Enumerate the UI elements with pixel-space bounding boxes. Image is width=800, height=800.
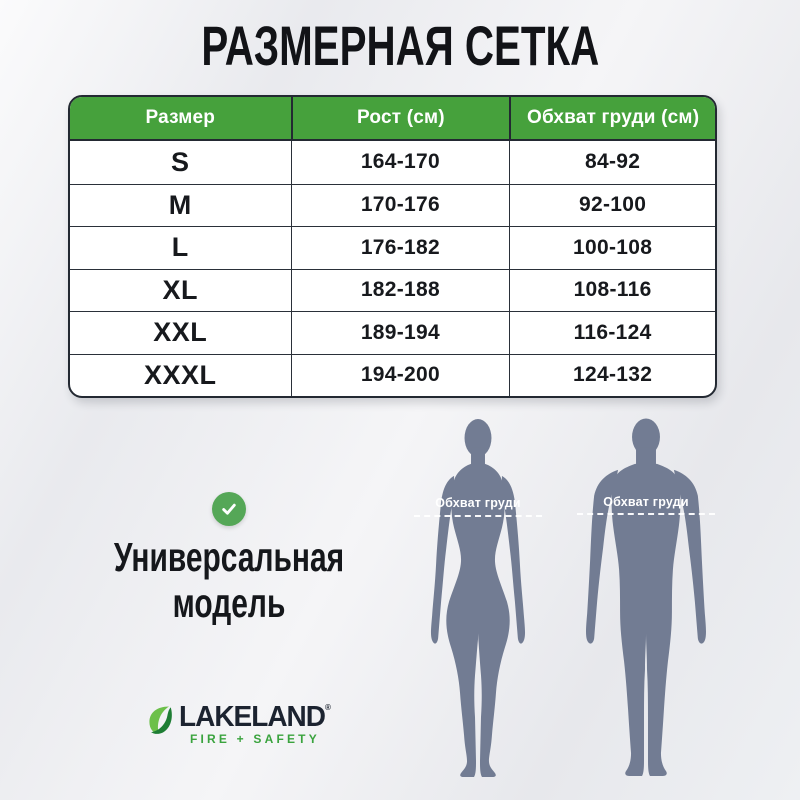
table-cell-size: XL — [162, 274, 199, 305]
table-header-height: Рост (см) — [291, 97, 510, 139]
table-cell-chest: 116-124 — [509, 312, 715, 354]
table-cell-height: 164-170 — [291, 141, 510, 184]
table-header-chest: Обхват груди (см) — [509, 97, 715, 139]
brand-name: LAKELAND — [179, 700, 325, 733]
size-table-header — [70, 97, 715, 141]
table-row — [70, 311, 715, 354]
table-cell-size: XXXL — [144, 359, 217, 390]
size-table — [68, 95, 717, 398]
logo-text — [179, 700, 331, 746]
table-cell-height: 176-182 — [291, 227, 510, 269]
feature-line-2: модель — [172, 580, 286, 626]
table-cell-chest: 92-100 — [509, 185, 715, 227]
table-row — [70, 141, 715, 184]
table-cell-chest: 100-108 — [509, 227, 715, 269]
male-silhouette-svg — [576, 418, 716, 780]
table-cell-chest: 124-132 — [509, 355, 715, 397]
table-row — [70, 269, 715, 312]
male-silhouette — [576, 418, 716, 780]
table-cell-size: L — [171, 232, 189, 263]
checkmark-glyph — [218, 498, 240, 520]
table-cell-chest: 84-92 — [509, 141, 715, 184]
brand-tagline: FIRE + SAFETY — [189, 732, 320, 746]
table-row — [70, 226, 715, 269]
universal-model-text — [105, 534, 353, 626]
page-title: РАЗМЕРНАЯ СЕТКА — [201, 14, 599, 77]
female-silhouette-svg — [410, 418, 546, 782]
chest-measure-line — [577, 513, 715, 515]
registered-mark: ® — [325, 703, 331, 712]
check-circle-icon — [212, 492, 246, 526]
chest-measure-label: Обхват груди — [435, 496, 521, 510]
table-cell-height: 194-200 — [291, 355, 510, 397]
female-body-path — [446, 464, 509, 777]
page-title-wrap — [0, 14, 800, 77]
lakeland-logo — [146, 700, 331, 746]
table-row — [70, 184, 715, 227]
table-header-size: Размер — [145, 107, 216, 128]
chest-measure-label: Обхват груди — [603, 495, 689, 509]
female-silhouette — [410, 418, 546, 782]
brand-row — [179, 700, 331, 733]
table-cell-size: XXL — [153, 317, 208, 348]
table-row — [70, 354, 715, 397]
table-cell-height: 182-188 — [291, 270, 510, 312]
size-table-body — [70, 141, 715, 396]
table-cell-chest: 108-116 — [509, 270, 715, 312]
chest-measure-line — [414, 515, 542, 517]
table-cell-size: S — [171, 146, 190, 177]
feature-line-1: Универсальная — [113, 534, 345, 580]
table-cell-height: 170-176 — [291, 185, 510, 227]
leaf-icon — [146, 704, 175, 738]
table-cell-height: 189-194 — [291, 312, 510, 354]
table-cell-size: M — [168, 189, 192, 220]
male-body-path — [612, 464, 681, 776]
